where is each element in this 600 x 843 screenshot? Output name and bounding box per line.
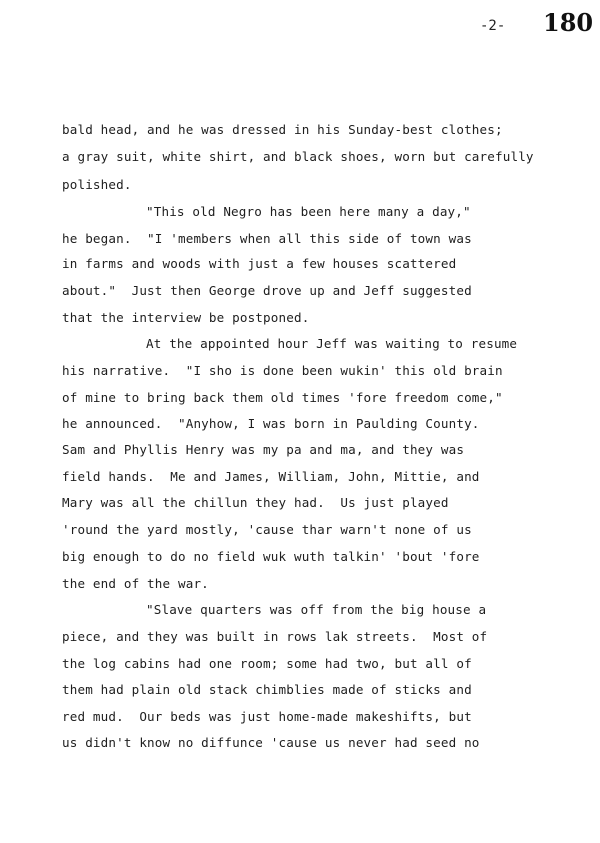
page-number: -2- [480,18,506,34]
text-line: bald head, and he was dressed in his Sunday-best clothes; [62,122,503,137]
text-line: his narrative. "I sho is done been wukin' this old brain [62,363,503,378]
text-line: At the appointed hour Jeff was waiting to resume [146,336,518,351]
text-line: that the interview be postponed. [62,310,310,325]
text-line: "Slave quarters was off from the big house a [146,602,487,617]
text-line: field hands. Me and James, William, John, Mittie, and [62,469,480,484]
stamp-number: 180 [543,8,594,37]
text-line: red mud. Our beds was just home-made makeshifts, but [62,709,472,724]
text-line: in farms and woods with just a few houses scattered [62,256,457,271]
text-line: he began. "I 'members when all this side of town was [62,231,472,246]
text-line: a gray suit, white shirt, and black shoes, worn but carefully [62,149,534,164]
text-line: "This old Negro has been here many a day," [146,204,471,219]
text-line: he announced. "Anyhow, I was born in Paulding County. [62,416,480,431]
text-line: Sam and Phyllis Henry was my pa and ma, and they was [62,442,465,457]
text-line: polished. [62,177,132,192]
text-line: big enough to do no field wuk wuth talkin' 'bout 'fore [62,549,480,564]
text-line: us didn't know no diffunce 'cause us never had seed no [62,735,480,750]
text-line: the log cabins had one room; some had two, but all of [62,656,472,671]
text-line: about." Just then George drove up and Jeff suggested [62,283,472,298]
text-line: Mary was all the chillun they had. Us just played [62,495,449,510]
text-line: the end of the war. [62,576,209,591]
text-line: piece, and they was built in rows lak streets. Most of [62,629,488,644]
text-line: them had plain old stack chimblies made of sticks and [62,682,472,697]
text-line: 'round the yard mostly, 'cause thar warn't none of us [62,522,472,537]
text-line: of mine to bring back them old times 'fore freedom come," [62,390,503,405]
